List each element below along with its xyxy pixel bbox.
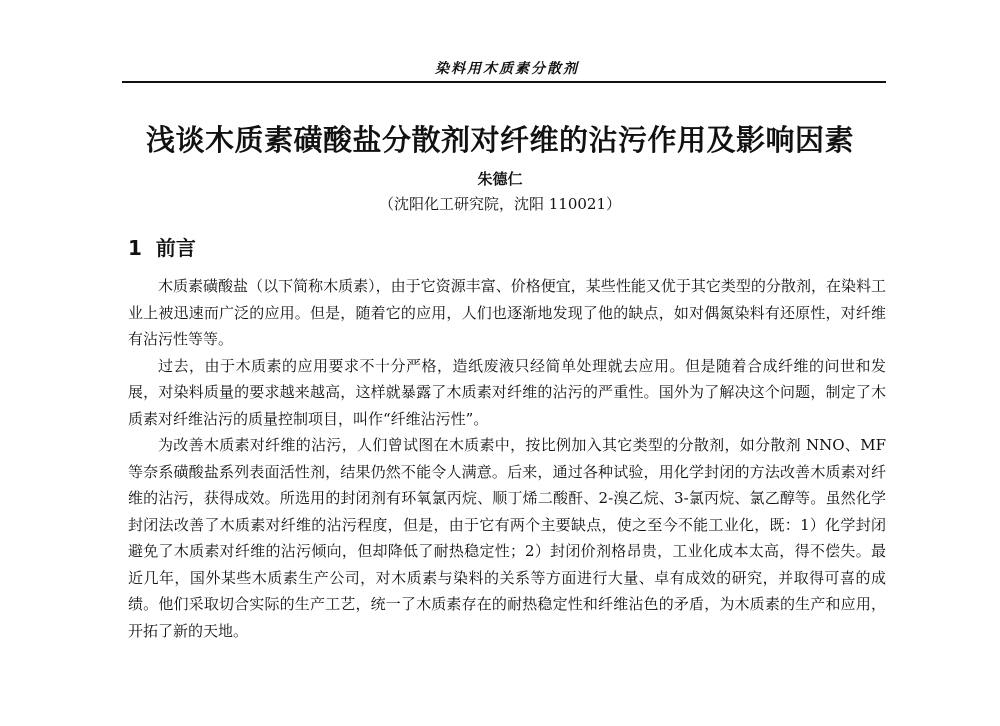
affiliation: （沈阳化工研究院，沈阳 110021） bbox=[378, 195, 622, 213]
header-rule bbox=[122, 81, 886, 83]
paragraph-1: 木质素磺酸盐（以下简称木质素），由于它资源丰富、价格便宜，某些性能又优于其它类型的分散剂，在染料工业上被迅速而广泛的应用。但是，随着它的应用，人们也逐渐地发现了他的缺点，如对偶氮染料有还原性，对纤维有沾污性等等。 bbox=[128, 277, 886, 348]
section-number: 1 bbox=[128, 236, 142, 260]
section-heading bbox=[128, 232, 196, 261]
paragraph-2: 过去，由于木质素的应用要求不十分严格，造纸废液只经简单处理就去应用。但是随着合成纤维的问世和发展，对染料质量的要求越来越高，这样就暴露了木质素对纤维的沾污的严重性。国外为了解决这个问题，制定了木质素对纤维沾污的质量控制项目，叫作“纤维沾污性”。 bbox=[128, 356, 886, 428]
paragraph-3: 为改善木质素对纤维的沾污，人们曾试图在木质素中，按比例加入其它类型的分散剂，如分散剂 NNO、MF 等奈系磺酸盐系列表面活性剂，结果仍然不能令人满意。后来，通过各种试验，用化学封闭的方法改善木质素对纤维的沾污，获得成效。所选用的封闭剂有环氧氯丙烷、顺丁烯二酸酐、2-溴乙烷、3-氯丙烷、氯乙醇等。虽然化学封闭法改善了木质素对纤维的沾污程度，但是，由于它有两个主要缺点，使之至今不能工业化，既：1）化学封闭避免了木质素对纤维的沾污倾向，但却降低了耐热稳定性；2）封闭价剂格昂贵，工业化成本太高，得不偿失。最近几年，国外某些木质素生产公司，对木质素与染料的关系等方面进行大量、卓有成效的研究，并取得可喜的成绩。他们采取切合实际的生产工艺，统一了木质素存在的耐热稳定性和纤维沾色的矛盾，为木质素的生产和应用，开拓了新的天地。 bbox=[128, 436, 886, 640]
body-text bbox=[128, 273, 886, 644]
author: 朱德仁 bbox=[477, 170, 523, 188]
running-header: 染料用木质素分散剂 bbox=[435, 61, 579, 77]
paper-title: 浅谈木质素磺酸盐分散剂对纤维的沾污作用及影响因素 bbox=[145, 123, 854, 157]
section-title: 前言 bbox=[155, 236, 196, 260]
